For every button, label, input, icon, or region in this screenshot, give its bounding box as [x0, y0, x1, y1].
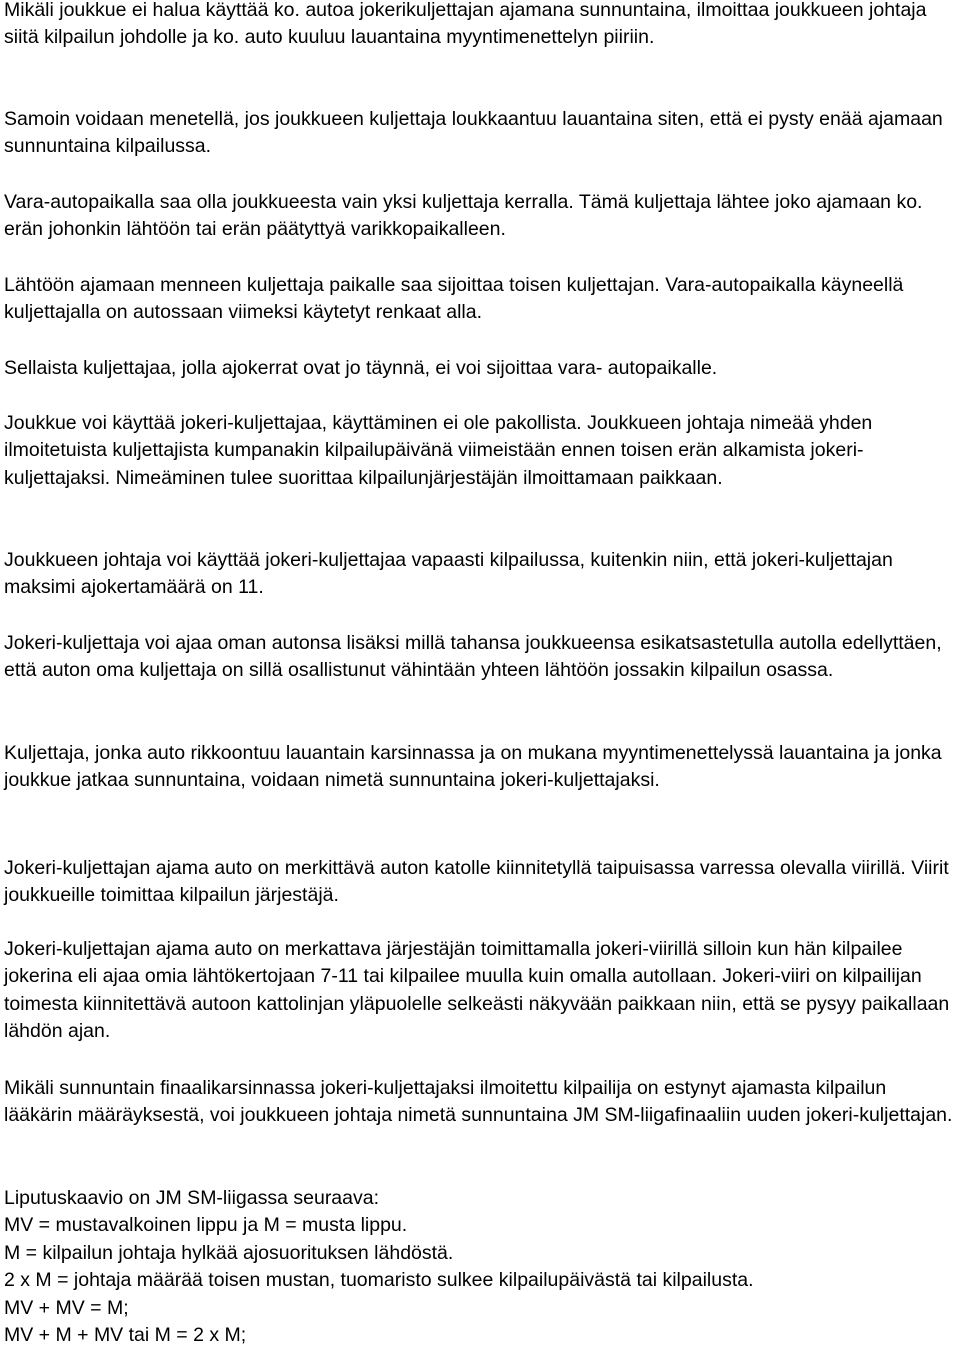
paragraph-replace-driver: Lähtöön ajamaan menneen kuljettaja paikalle saa sijoittaa toisen kuljettajan. Vara-autopaikalla käyneellä kuljettajalla on autossaan viimeksi käytetyt renkaat alla. — [4, 274, 904, 324]
paragraph-joker-car-not-used: Mikäli joukkue ei halua käyttää ko. autoa jokerikuljettajan ajamana sunnuntaina, ilmoittaa joukkueen johtaja siitä kilpailun johdolle ja ko. auto kuuluu lauantaina myyntimenettelyn piiriin. — [4, 0, 927, 49]
flag-section — [4, 1185, 754, 1349]
paragraph-joker-replacement: Mikäli sunnuntain finaalikarsinnassa jokeri-kuljettajaksi ilmoitettu kilpailija on estynyt ajamasta kilpailun lääkärin määräyksestä, voi joukkueen johtaja nimetä sunnuntaina JM SM-liigafinaaliin uuden jokeri-kuljettajan. — [4, 1077, 953, 1127]
flag-line: MV = mustavalkoinen lippu ja M = musta lippu. — [4, 1214, 408, 1237]
paragraph-joker-max-runs: Joukkueen johtaja voi käyttää jokeri-kuljettajaa vapaasti kilpailussa, kuitenkin niin, että jokeri-kuljettajan maksimi ajokertamäärä on 11. — [4, 549, 893, 599]
flag-line: MV + MV = M; — [4, 1296, 129, 1319]
flag-line: 2 x M = johtaja määrää toisen mustan, tuomaristo sulkee kilpailupäivästä tai kilpailusta. — [4, 1269, 754, 1292]
paragraph-joker-driver-use: Joukkue voi käyttää jokeri-kuljettajaa, käyttäminen ei ole pakollista. Joukkueen johtaja nimeää yhden ilmoitetuista kuljettajista kumpanakin kilpailupäivänä viimeistään ennen toisen erän alkamista jokeri-kuljettajaksi. Nimeäminen tulee suorittaa kilpailunjärjestäjän ilmoittamaan paikkaan. — [4, 412, 873, 489]
paragraph-joker-other-cars: Jokeri-kuljettaja voi ajaa oman autonsa lisäksi millä tahansa joukkueensa esikatsastetulla autolla edellyttäen, että auton oma kuljettaja on sillä osallistunut vähintään yhteen lähtöön jossakin kilpailun osassa. — [4, 632, 942, 682]
paragraph-broken-car-driver: Kuljettaja, jonka auto rikkoontuu lauantain karsinnassa ja on mukana myyntimenettelyssä lauantaina ja jonka joukkue jatkaa sunnuntaina, voidaan nimetä sunnuntaina jokeri-kuljettajaksi. — [4, 742, 942, 792]
paragraph-joker-pennant-marking: Jokeri-kuljettajan ajama auto on merkattava järjestäjän toimittamalla jokeri-viirillä silloin kun hän kilpailee jokerina eli ajaa omia lähtökertojaan 7-11 tai kilpailee muulla kuin omalla autollaan. Jokeri-viiri on kilpailijan toimesta kiinnitettävä autoon kattolinjan yläpuolelle selkeästi näkyvään paikkaan niin, että se pysyy paikallaan lähdön ajan. — [4, 938, 950, 1043]
flag-line: MV + M + MV tai M = 2 x M; — [4, 1324, 247, 1347]
paragraph-joker-pennant: Jokeri-kuljettajan ajama auto on merkittävä auton katolle kiinnitetyllä taipuisassa varressa olevalla viirillä. Viirit joukkueille toimittaa kilpailun järjestäjä. — [4, 857, 949, 907]
flag-line: M = kilpailun johtaja hylkää ajosuorituksen lähdöstä. — [4, 1241, 454, 1264]
flag-section-intro: Liputuskaavio on JM SM-liigassa seuraava: — [4, 1187, 380, 1209]
paragraph-spare-car-slot: Vara-autopaikalla saa olla joukkueesta vain yksi kuljettaja kerralla. Tämä kuljettaja lähtee joko ajamaan ko. erän johonkin lähtöön tai erän päätyttyä varikkopaikalleen. — [4, 191, 923, 241]
paragraph-full-runs: Sellaista kuljettajaa, jolla ajokerrat ovat jo täynnä, ei voi sijoittaa vara- autopaikalle. — [4, 357, 718, 379]
paragraph-driver-injured: Samoin voidaan menetellä, jos joukkueen kuljettaja loukkaantuu lauantaina siten, että ei pysty enää ajamaan sunnuntaina kilpailussa. — [4, 108, 943, 158]
